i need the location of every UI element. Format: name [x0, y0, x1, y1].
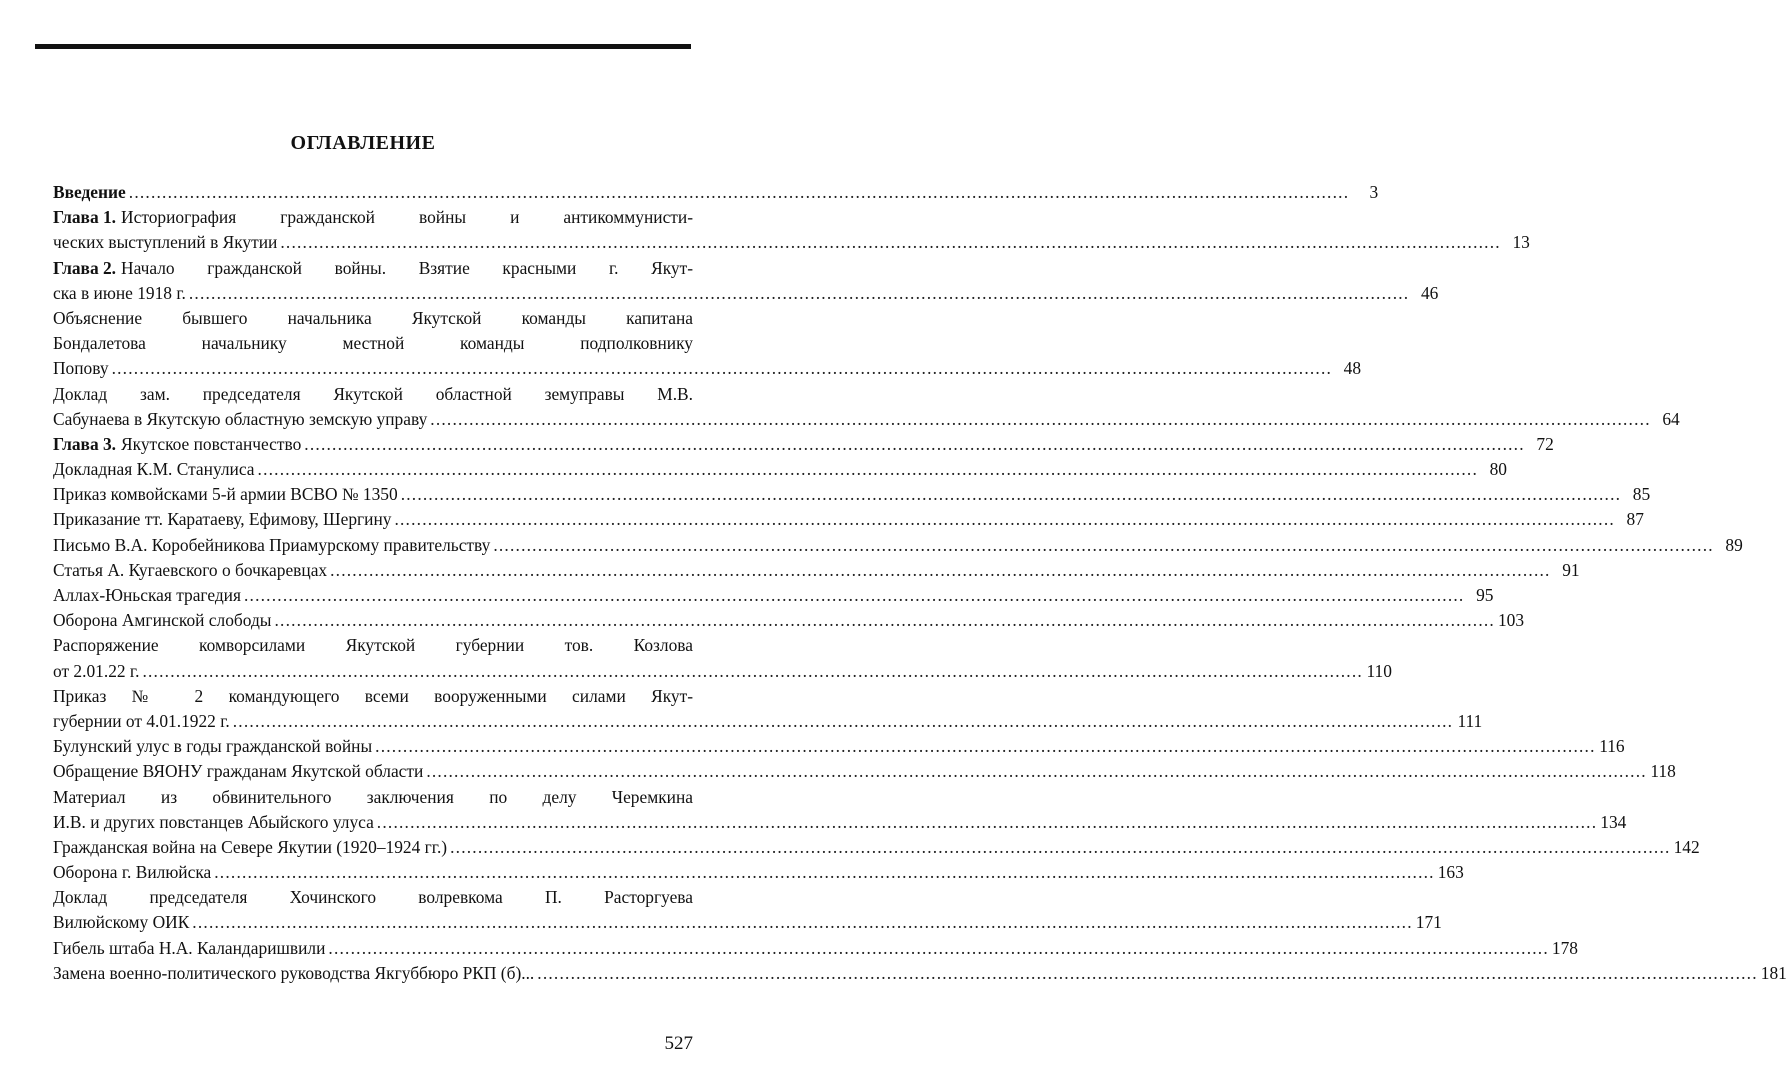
toc-entry: [53, 432, 1554, 457]
toc-entry: [53, 256, 1439, 306]
toc-entry-line: [53, 432, 1554, 457]
toc-entry-title: Историография гражданской войны и антикоммунисти-: [121, 207, 693, 228]
toc-chapter-label: Глава 1.: [53, 207, 117, 228]
toc-entry-line: [53, 306, 693, 331]
toc-page-number: 13: [1512, 232, 1530, 253]
toc-entry-title: Приказ комвойсками 5-й армии ВСВО № 1350: [53, 484, 398, 505]
toc-entry: [53, 608, 1525, 633]
toc-page-number: 46: [1420, 282, 1439, 303]
toc-entry-line: [53, 835, 1700, 860]
dot-leader: ............................................................................................................................................................................................................................: [111, 358, 1333, 379]
toc-entry-line: [53, 180, 1379, 205]
toc-entry-line: [53, 533, 1743, 558]
toc-entry-title: губернии от 4.01.1922 г.: [53, 710, 230, 731]
top-rule: [35, 44, 691, 49]
toc-page-number: 116: [1599, 736, 1625, 757]
toc-page-number: 72: [1536, 433, 1554, 454]
toc-entry: [53, 507, 1644, 532]
toc-page-number: 3: [1369, 182, 1379, 202]
table-of-contents: [53, 180, 1787, 986]
toc-entry-line: [53, 659, 1392, 684]
toc-entry-title: Обращение ВЯОНУ гражданам Якутской области: [53, 761, 424, 782]
dot-leader: ............................................................................................................................................................................................................................: [128, 182, 1350, 202]
toc-entry-title: ческих выступлений в Якутии: [53, 232, 278, 253]
toc-entry-title: Объяснение бывшего начальника Якутской команды капитана: [53, 307, 693, 328]
toc-entry: [53, 633, 1392, 683]
toc-entry-line: [53, 885, 693, 910]
toc-entry: [53, 785, 1627, 835]
toc-entry: [53, 205, 1530, 255]
toc-entry: [53, 382, 1680, 432]
toc-entry-title: Оборона Амгинской слободы: [53, 610, 272, 631]
dot-leader: ............................................................................................................................................................................................................................: [430, 408, 1651, 429]
toc-page-number: 95: [1476, 585, 1494, 605]
toc-entry-line: [53, 608, 1525, 633]
toc-entry-line: [53, 961, 1787, 986]
dot-leader: ............................................................................................................................................................................................................................: [328, 937, 1549, 958]
toc-entry-line: [53, 785, 693, 810]
toc-entry-line: [53, 482, 1651, 507]
toc-page-number: 171: [1415, 912, 1442, 933]
toc-entry-line: [53, 205, 693, 230]
toc-entry-title: Распоряжение комворсилами Якутской губернии тов. Козлова: [53, 635, 693, 656]
dot-leader: ............................................................................................................................................................................................................................: [375, 736, 1596, 757]
toc-entry-title: Введение: [53, 182, 126, 202]
page-number: 527: [664, 1033, 693, 1054]
toc-entry-title: Статья А. Кугаевского о бочкаревцах: [53, 559, 328, 580]
toc-entry-line: [53, 407, 1680, 432]
dot-leader: ............................................................................................................................................................................................................................: [192, 912, 1413, 933]
toc-entry: [53, 936, 1578, 961]
toc-page-number: 163: [1437, 862, 1464, 883]
page-title: ОГЛАВЛЕНИЕ: [290, 132, 436, 154]
toc-entry-line: [53, 810, 1627, 835]
dot-leader: ............................................................................................................................................................................................................................: [304, 433, 1525, 454]
toc-entry-line: [53, 759, 1676, 784]
toc-entry-title: Булунский улус в годы гражданской войны: [53, 736, 373, 757]
toc-page-number: 142: [1673, 836, 1700, 857]
toc-entry-title: Начало гражданской войны. Взятие красными г. Якут-: [121, 257, 693, 278]
toc-entry-title: Гражданская война на Севере Якутии (1920–1924 гг.): [53, 836, 448, 857]
toc-entry-line: [53, 684, 693, 709]
toc-entry-title: от 2.01.22 г.: [53, 660, 140, 681]
toc-entry-title: Бондалетова начальнику местной команды подполковнику: [53, 333, 693, 354]
toc-entry-line: [53, 457, 1507, 482]
toc-entry: [53, 885, 1442, 935]
toc-entry-title: Докладная К.М. Станулиса: [53, 459, 255, 480]
toc-page-number: 111: [1457, 710, 1483, 731]
toc-entry: [53, 180, 1379, 205]
toc-entry-title: Приказ № 2 командующего всеми вооруженными силами Якут-: [53, 685, 693, 706]
toc-entry-line: [53, 860, 1464, 885]
dot-leader: ............................................................................................................................................................................................................................: [243, 585, 1465, 605]
toc-page-number: 103: [1497, 610, 1525, 631]
toc-entry-title: Доклад зам. председателя Якутской областной земуправы М.В.: [53, 383, 693, 404]
toc-entry-line: [53, 583, 1494, 608]
toc-page-number: 89: [1725, 534, 1743, 555]
toc-entry-title: Замена военно-политического руководства Якгуббюро РКП (б)...: [53, 962, 535, 983]
toc-entry-line: [53, 633, 693, 658]
toc-entry-title: Оборона г. Вилюйска: [53, 862, 212, 883]
toc-entry: [53, 583, 1494, 608]
dot-leader: ............................................................................................................................................................................................................................: [188, 282, 1410, 303]
toc-entry: [53, 533, 1743, 558]
toc-chapter-label: Глава 3.: [53, 433, 117, 454]
dot-leader: ............................................................................................................................................................................................................................: [450, 836, 1671, 857]
toc-entry-title: Вилюйскому ОИК: [53, 912, 190, 933]
toc-entry-title: Якутское повстанчество: [121, 433, 302, 454]
toc-entry-title: Гибель штаба Н.А. Каландаришвили: [53, 937, 326, 958]
toc-entry: [53, 457, 1507, 482]
toc-entry-title: Материал из обвинительного заключения по делу Черемкина: [53, 786, 693, 807]
toc-entry: [53, 684, 1483, 734]
toc-page-number: 85: [1632, 484, 1651, 505]
toc-page-number: 91: [1562, 559, 1580, 580]
toc-page-number: 80: [1489, 459, 1507, 480]
toc-entry-line: [53, 507, 1644, 532]
toc-entry: [53, 306, 1362, 382]
toc-page-number: 64: [1662, 408, 1680, 429]
toc-page-number: 118: [1650, 761, 1676, 782]
dot-leader: ............................................................................................................................................................................................................................: [142, 660, 1363, 681]
toc-entry-line: [53, 910, 1442, 935]
toc-entry-title: ска в июне 1918 г.: [53, 282, 186, 303]
toc-entry-title: И.В. и других повстанцев Абыйского улуса: [53, 811, 374, 832]
toc-entry-title: Приказание тт. Каратаеву, Ефимову, Шергину: [53, 509, 392, 530]
toc-entry-line: [53, 709, 1483, 734]
toc-page-number: 181: [1760, 962, 1787, 983]
dot-leader: ............................................................................................................................................................................................................................: [232, 710, 1454, 731]
toc-entry-line: [53, 558, 1580, 583]
toc-entry: [53, 482, 1651, 507]
dot-leader: ............................................................................................................................................................................................................................: [330, 559, 1551, 580]
dot-leader: ............................................................................................................................................................................................................................: [257, 459, 1478, 480]
toc-entry-title: Доклад председателя Хочинского волревкома П. Расторгуева: [53, 887, 693, 908]
toc-entry: [53, 835, 1700, 860]
dot-leader: ............................................................................................................................................................................................................................: [274, 610, 1495, 631]
toc-page-number: 48: [1343, 358, 1362, 379]
dot-leader: ............................................................................................................................................................................................................................: [376, 811, 1598, 832]
toc-entry: [53, 734, 1625, 759]
toc-chapter-label: Глава 2.: [53, 257, 117, 278]
toc-entry-line: [53, 936, 1578, 961]
toc-entry-line: [53, 281, 1439, 306]
toc-entry: [53, 961, 1787, 986]
toc-entry: [53, 860, 1464, 885]
toc-entry: [53, 558, 1580, 583]
toc-entry-title: Аллах-Юньская трагедия: [53, 585, 241, 605]
toc-entry-title: Попову: [53, 358, 109, 379]
toc-entry-line: [53, 356, 1362, 381]
dot-leader: ............................................................................................................................................................................................................................: [426, 761, 1647, 782]
toc-page-number: 134: [1600, 811, 1627, 832]
dot-leader: ............................................................................................................................................................................................................................: [280, 232, 1501, 253]
toc-page-number: 87: [1626, 509, 1644, 530]
dot-leader: ............................................................................................................................................................................................................................: [214, 862, 1435, 883]
dot-leader: ............................................................................................................................................................................................................................: [400, 484, 1622, 505]
toc-entry-line: [53, 256, 693, 281]
toc-entry-line: [53, 331, 693, 356]
toc-page-number: 110: [1366, 660, 1392, 681]
toc-entry-title: Письмо В.А. Коробейникова Приамурскому правительству: [53, 534, 491, 555]
toc-page-number: 178: [1551, 937, 1578, 958]
dot-leader: ............................................................................................................................................................................................................................: [537, 962, 1758, 983]
toc-entry: [53, 759, 1676, 784]
toc-entry-line: [53, 734, 1625, 759]
toc-entry-line: [53, 382, 693, 407]
toc-entry-line: [53, 230, 1530, 255]
dot-leader: ............................................................................................................................................................................................................................: [493, 534, 1714, 555]
toc-entry-title: Сабунаева в Якутскую областную земскую управу: [53, 408, 428, 429]
dot-leader: ............................................................................................................................................................................................................................: [394, 509, 1615, 530]
